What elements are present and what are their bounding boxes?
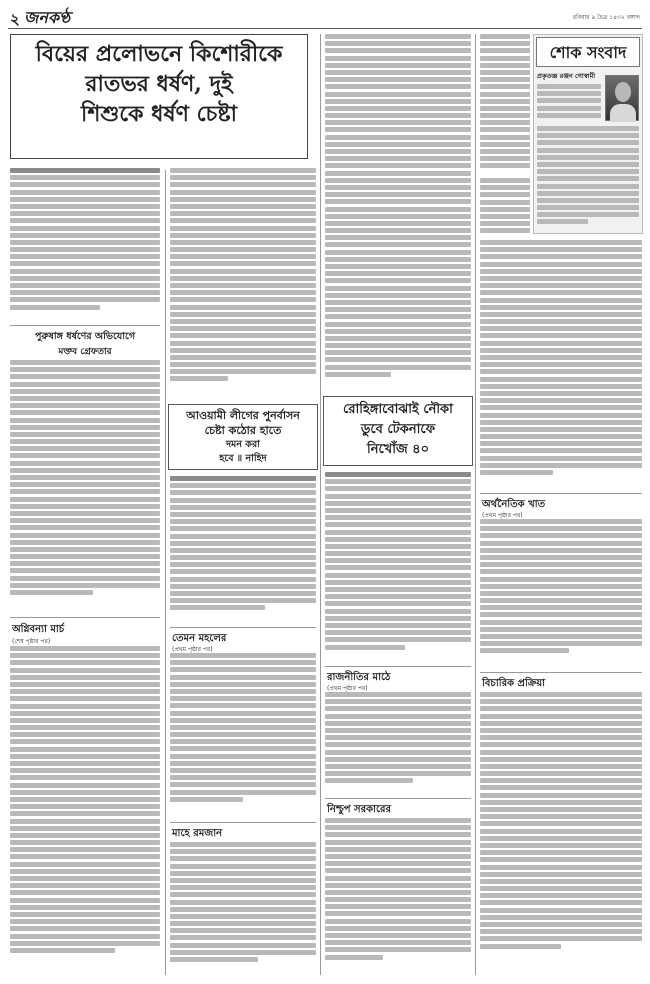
col4-body: [480, 240, 642, 490]
col4-story2-body: [480, 519, 642, 667]
story-divider: [170, 627, 316, 628]
column-divider: [165, 170, 166, 975]
masthead-rule: [8, 28, 642, 29]
awami-headline-box: [168, 404, 318, 470]
col3-top-body: [325, 34, 471, 389]
col4-narrow-body: [480, 34, 530, 174]
col3-story3-headline: নিশ্চুপ সরকারের: [327, 804, 392, 815]
page-number: ২: [10, 10, 20, 28]
rohingya-headline-box: [323, 396, 473, 466]
rohingya-headline-line-3: নিখোঁজ ৪০: [366, 442, 430, 457]
obituary-body: [537, 126, 639, 230]
lead-headline-line-3: শিশুকে ধর্ষণ চেষ্টা: [81, 101, 237, 127]
col4-story2-byline: (প্রথম পৃষ্ঠার পর): [482, 512, 523, 519]
lead-body-col1: [10, 168, 160, 323]
col3-story2-headline: রাজনীতির মাঠে: [327, 672, 391, 683]
story2-headline: পুরুষাঙ্গ ধর্ষণের অভিযোগে: [34, 331, 136, 342]
portrait-body: [610, 104, 636, 122]
story3-headline: অগ্নিবন্যা মার্চ: [12, 624, 65, 635]
awami-headline-line-4: হবে ॥ নাহিদ: [219, 453, 267, 464]
col4-narrow-body-2: [480, 178, 530, 238]
story2-body: [10, 360, 160, 610]
column-divider: [320, 34, 321, 975]
rohingya-headline-line-1: রোহিঙ্গাবোঝাই নৌকা: [343, 402, 453, 417]
lead-body-col2: [170, 168, 316, 398]
col2-story2-byline: (প্রথম পৃষ্ঠার পর): [172, 646, 213, 653]
issue-date: রবিবার ৯ চৈত্র ১৪৩২ বঙ্গাব্দ: [572, 14, 640, 21]
col2-story2-headline: তেমন মহলের: [172, 633, 227, 644]
lead-headline-line-1: বিয়ের প্রলোভনে কিশোরীকে: [35, 41, 283, 67]
obituary-name: প্রকৃতজ্ঞ রঞ্জন গোস্বামী: [537, 72, 596, 80]
story-divider: [325, 666, 471, 667]
lead-headline-box: [10, 34, 308, 159]
story-divider: [325, 798, 471, 799]
col2-story3-body: [170, 842, 316, 972]
obituary-title: শোক সংবাদ: [536, 37, 640, 67]
awami-body: [170, 476, 316, 621]
awami-headline-line-2: চেষ্টা কঠোর হাতে: [204, 424, 282, 437]
col3-story2-body: [325, 692, 471, 794]
story-divider: [170, 822, 316, 823]
col3-story2-byline: (প্রথম পৃষ্ঠার পর): [327, 685, 368, 692]
story-divider: [10, 617, 160, 618]
obituary-photo: [605, 75, 639, 121]
rohingya-headline-line-2: ডুবে টেকনাফে: [360, 422, 436, 437]
story2-subheadline: মক্তব গ্রেফতার: [58, 347, 112, 357]
col4-story3-body: [480, 692, 642, 974]
col2-story2-body: [170, 653, 316, 818]
col4-story2-headline: অর্থনৈতিক খাত: [482, 499, 546, 510]
story-divider: [480, 672, 642, 673]
column-divider: [475, 34, 476, 975]
story3-byline: (শেষ পৃষ্ঠার পর): [12, 638, 51, 645]
awami-headline-line-3: দমন করা: [226, 439, 260, 450]
lead-headline-line-2: রাতভর ধর্ষণ, দুই: [85, 71, 233, 97]
story-divider: [10, 325, 160, 326]
story3-body: [10, 646, 160, 971]
rohingya-body: [325, 472, 471, 662]
obituary-body-narrow: [537, 84, 601, 124]
story-divider: [480, 493, 642, 494]
masthead: [0, 0, 650, 30]
awami-headline-line-1: আওয়ামী লীগের পুনর্বাসন: [186, 409, 300, 422]
col3-story3-body: [325, 818, 471, 973]
newspaper-name: জনকণ্ঠ: [24, 8, 71, 27]
portrait-face: [615, 82, 631, 102]
col4-story3-headline: বিচারিক প্রক্রিয়া: [482, 678, 546, 689]
col2-story3-headline: মাহে রমজান: [172, 828, 223, 839]
